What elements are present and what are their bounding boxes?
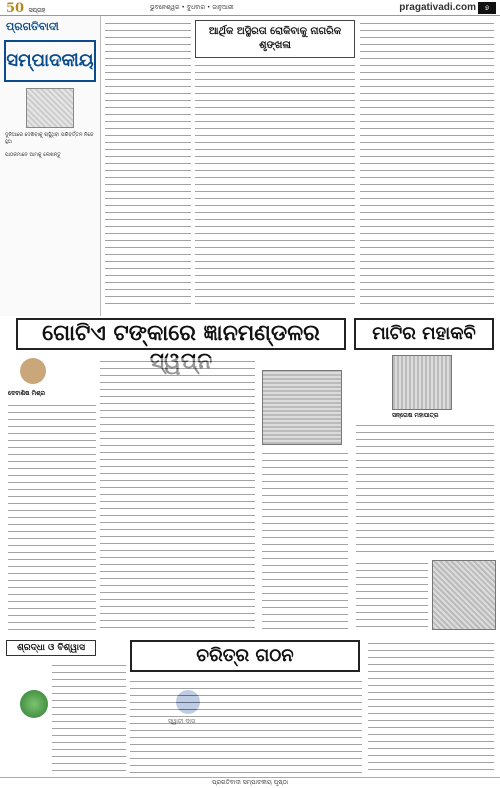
brand-title: ପ୍ରଗତିବାଦୀ — [6, 20, 59, 33]
article-text-7 — [356, 422, 494, 557]
article-text-5 — [100, 358, 255, 628]
character-banner: ଚରିତ୍ର ଗଠନ — [130, 640, 360, 672]
top-bar — [0, 0, 500, 16]
footer-line: ପ୍ରଗତିବାଦୀ ସମ୍ପାଦକୀୟ ପୃଷ୍ଠା — [0, 777, 500, 788]
portrait-image — [26, 88, 74, 128]
section-title: ଶ୍ରଦ୍ଧା ଓ ବିଶ୍ୱାସ — [6, 640, 96, 656]
article-text-2 — [195, 62, 355, 310]
page-number: ୭ — [478, 2, 496, 14]
editorial-sidebar — [0, 16, 101, 316]
quote-text: ଦୁନିଆରେ ଦେଖିବାକୁ ଚାହୁଁଥିବା ପରିବର୍ତ୍ତନ ନିଜେ ହୁଅ — [5, 132, 94, 145]
poet-portrait — [432, 560, 496, 630]
poet-photo — [392, 355, 452, 410]
article-photo — [262, 370, 342, 445]
logo-50: 50 ସପ୍ତାହ — [6, 1, 46, 16]
side-banner: ମାଟିର ମହାକବି — [354, 318, 494, 350]
editorial-title: ସମ୍ପାଦକୀୟ — [4, 40, 96, 82]
article-text-11 — [368, 640, 494, 773]
article-text-3 — [360, 20, 494, 310]
contact-text: ପାଠକମାନେ ଆମକୁ ଲେଖନ୍ତୁ — [5, 152, 61, 158]
article-text-8 — [356, 560, 428, 630]
article-text-6 — [262, 450, 348, 630]
author-name: ସନ୍ତୋଷ ମହାପାତ୍ର — [392, 412, 439, 419]
dateline: ଭୁବନେଶ୍ୱର • ବୁଧବାର • ଜାନୁଆରୀ — [150, 4, 234, 11]
article-text-1 — [105, 20, 191, 310]
main-banner: ଗୋଟିଏ ଟଙ୍କାରେ ଜ୍ଞାନମଣ୍ଡଳର — [16, 318, 346, 350]
column-heading: ଆର୍ଥିକ ଅସ୍ଥିରତା ରୋକିବାକୁ ନାଗରିକ ଶୃଙ୍ଖଳା — [195, 20, 355, 58]
author-avatar — [20, 358, 46, 384]
article-text-10 — [130, 678, 362, 773]
author-name: ଦେବାଶିଷ ମିଶ୍ର — [8, 390, 46, 397]
site-url[interactable]: pragativadi.com — [399, 2, 476, 13]
article-text-4 — [8, 402, 96, 632]
article-text-9 — [52, 662, 126, 772]
lotus-icon — [20, 690, 48, 718]
